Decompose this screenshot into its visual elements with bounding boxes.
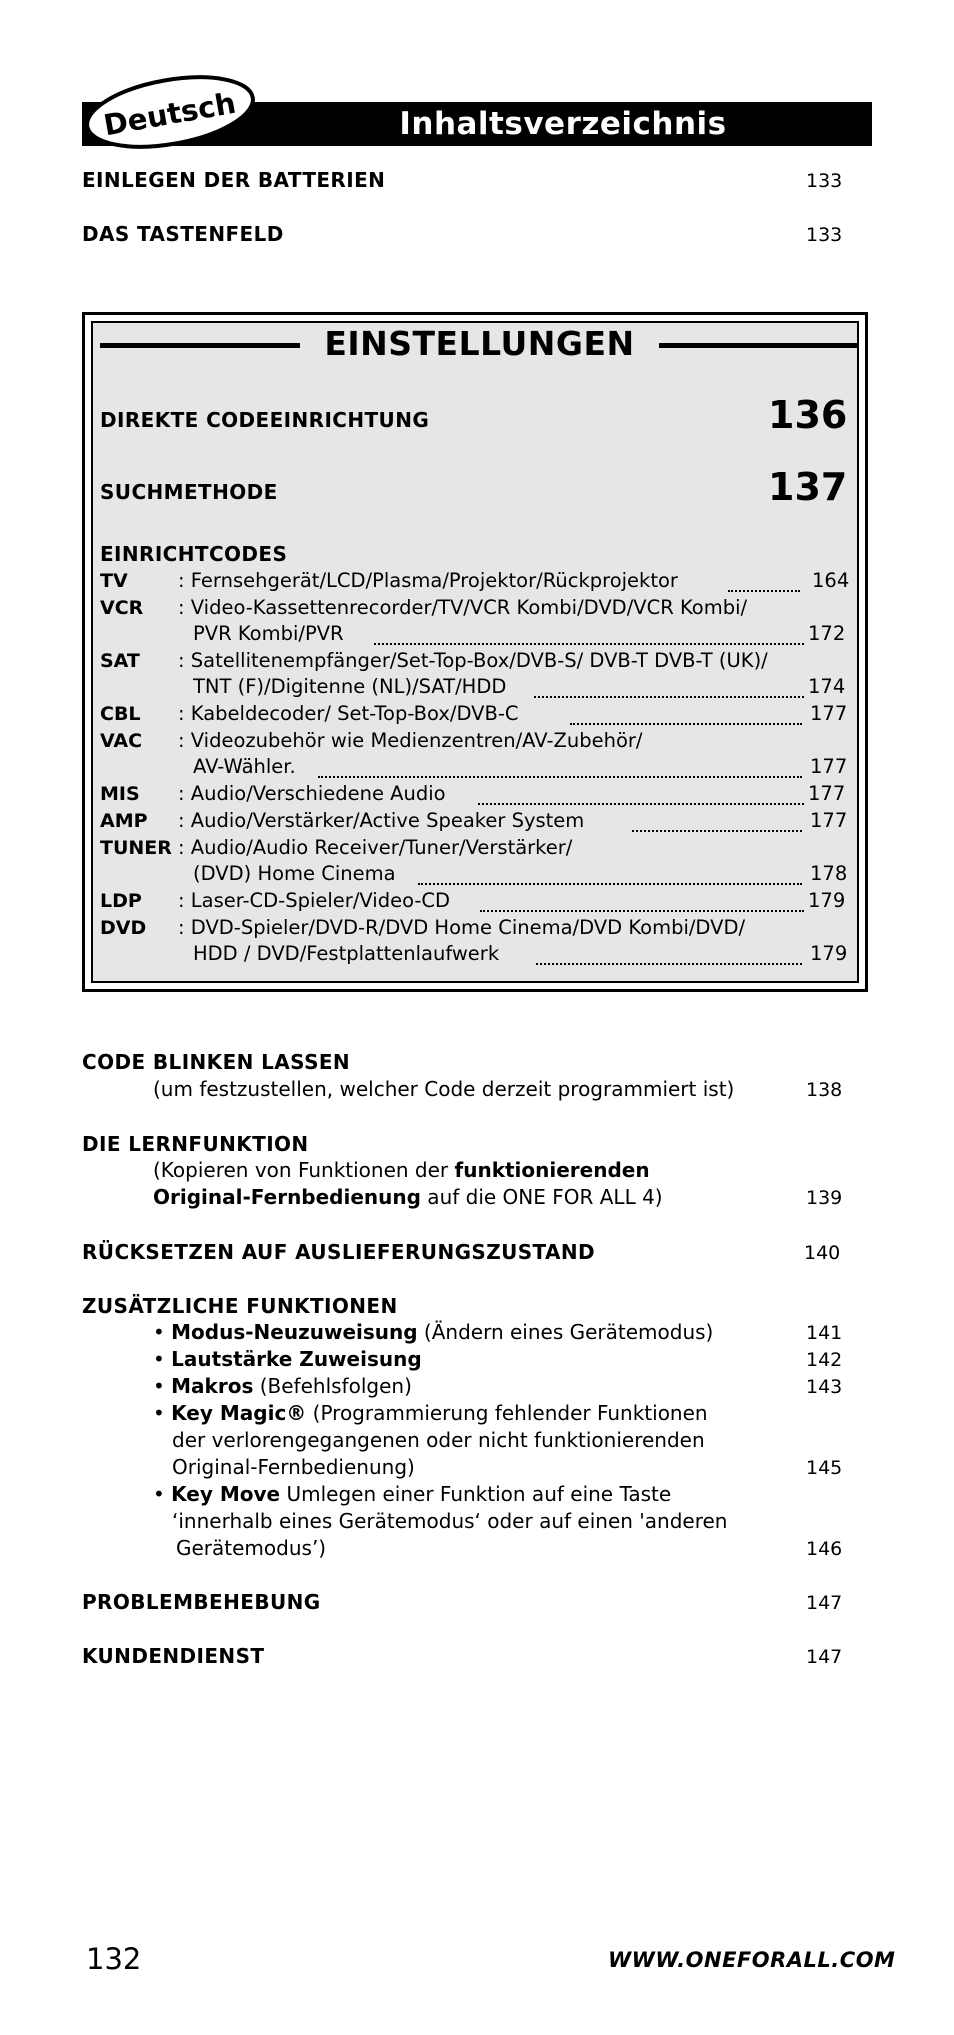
- code-page-dvd: 179: [810, 942, 848, 965]
- code-page-vcr: 172: [808, 622, 846, 645]
- toc-entry-learning[interactable]: DIE LERNFUNKTION: [82, 1132, 309, 1156]
- learning-text: auf die ONE FOR ALL 4): [420, 1185, 663, 1209]
- extra-item-volume[interactable]: [153, 1347, 422, 1371]
- extra-item-key-move-line2: ‘innerhalb eines Gerätemodus‘ oder auf einen 'anderen: [172, 1509, 728, 1533]
- code-label-amp: AMP: [100, 810, 148, 832]
- code-page-tv: 164: [812, 569, 850, 592]
- toc-page-learning: 139: [806, 1187, 843, 1209]
- website-link[interactable]: WWW.ONEFORALL.COM: [608, 1948, 896, 1972]
- code-desc-dvd[interactable]: : DVD-Spieler/DVD-R/DVD Home Cinema/DVD Kombi/DVD/: [178, 916, 746, 939]
- extra-item-key-move-line3: Gerätemodus’): [176, 1536, 327, 1560]
- toc-entry-troubleshooting[interactable]: PROBLEMBEHEBUNG: [82, 1590, 321, 1614]
- extra-item-text: (Befehlsfolgen): [253, 1374, 412, 1398]
- code-desc-dvd-cont[interactable]: HDD / DVD/Festplattenlaufwerk: [193, 942, 500, 965]
- toc-page-volume: 142: [806, 1349, 843, 1371]
- code-label-sat: SAT: [100, 650, 140, 672]
- bullet: •: [153, 1347, 165, 1371]
- code-desc-ldp[interactable]: : Laser-CD-Spieler/Video-CD: [178, 889, 451, 912]
- learning-subtitle-line1: [153, 1158, 650, 1182]
- toc-page-troubleshooting: 147: [806, 1592, 843, 1614]
- leader-dots: [570, 723, 802, 725]
- leader-dots: [374, 643, 804, 645]
- code-desc-sat[interactable]: : Satellitenempfänger/Set-Top-Box/DVB-S/ DVB-T DVB-T (UK)/: [178, 649, 768, 672]
- code-page-vac: 177: [810, 755, 848, 778]
- toc-page-batteries: 133: [806, 170, 843, 192]
- code-label-tuner: TUNER: [100, 837, 172, 859]
- toc-page-macros: 143: [806, 1376, 843, 1398]
- toc-page-key-magic: 145: [806, 1457, 843, 1479]
- code-page-sat: 174: [808, 675, 846, 698]
- page-number: 132: [86, 1942, 142, 1976]
- code-label-tv: TV: [100, 570, 128, 592]
- leader-dots: [418, 883, 802, 885]
- toc-entry-extra-functions[interactable]: ZUSÄTZLICHE FUNKTIONEN: [82, 1294, 398, 1318]
- extra-item-mode-reassign[interactable]: [153, 1320, 713, 1344]
- language-badge: [82, 72, 260, 150]
- leader-dots: [728, 590, 800, 592]
- code-desc-amp[interactable]: : Audio/Verstärker/Active Speaker System: [178, 809, 585, 832]
- learning-subtitle-line2: [153, 1185, 663, 1209]
- code-page-mis: 177: [808, 782, 846, 805]
- extra-item-key-magic-line3: Original-Fernbedienung): [172, 1455, 415, 1479]
- page-title: Inhaltsverzeichnis: [399, 106, 727, 142]
- code-label-mis: MIS: [100, 783, 140, 805]
- code-label-dvd: DVD: [100, 917, 147, 939]
- toc-entry-customer-service[interactable]: KUNDENDIENST: [82, 1644, 265, 1668]
- extra-item-macros[interactable]: [153, 1374, 412, 1398]
- learning-text-bold: Original-Fernbedienung: [153, 1185, 421, 1209]
- code-desc-cbl[interactable]: : Kabeldecoder/ Set-Top-Box/DVB-C: [178, 702, 519, 725]
- toc-page-customer-service: 147: [806, 1646, 843, 1668]
- settings-title: EINSTELLUNGEN: [324, 324, 635, 363]
- extra-item-bold: Key Move: [171, 1482, 281, 1506]
- bullet: •: [153, 1401, 165, 1425]
- extra-item-key-move[interactable]: [153, 1482, 671, 1506]
- toc-entry-keypad[interactable]: DAS TASTENFELD: [82, 222, 284, 246]
- title-rule-right: [659, 343, 857, 348]
- code-page-cbl: 177: [810, 702, 848, 725]
- extra-item-text: (Ändern eines Gerätemodus): [417, 1320, 714, 1344]
- toc-page-mode-reassign: 141: [806, 1322, 843, 1344]
- extra-item-key-magic-line2: der verlorengegangenen oder nicht funktionierenden: [172, 1428, 705, 1452]
- toc-page-key-move: 146: [806, 1538, 843, 1560]
- extra-item-text: (Programmierung fehlender Funktionen: [306, 1401, 708, 1425]
- toc-page-keypad: 133: [806, 224, 843, 246]
- leader-dots: [480, 910, 804, 912]
- toc-page-code-blink: 138: [806, 1079, 843, 1101]
- code-desc-vac-cont[interactable]: AV-Wähler.: [193, 755, 296, 778]
- code-desc-vcr[interactable]: : Video-Kassettenrecorder/TV/VCR Kombi/DVD/VCR Kombi/: [178, 596, 748, 619]
- code-label-vac: VAC: [100, 730, 143, 752]
- code-desc-sat-cont[interactable]: TNT (F)/Digitenne (NL)/SAT/HDD: [193, 675, 507, 698]
- toc-entry-direct-setup[interactable]: DIREKTE CODEEINRICHTUNG: [100, 408, 430, 432]
- code-page-amp: 177: [810, 809, 848, 832]
- learning-text-bold: funktionierenden: [454, 1158, 650, 1182]
- toc-entry-batteries[interactable]: EINLEGEN DER BATTERIEN: [82, 168, 386, 192]
- code-label-ldp: LDP: [100, 890, 142, 912]
- bullet: •: [153, 1482, 165, 1506]
- code-desc-tuner-cont[interactable]: (DVD) Home Cinema: [193, 862, 396, 885]
- code-label-vcr: VCR: [100, 597, 144, 619]
- code-desc-vac[interactable]: : Videozubehör wie Medienzentren/AV-Zubehör/: [178, 729, 643, 752]
- bullet: •: [153, 1320, 165, 1344]
- extra-item-key-magic[interactable]: [153, 1401, 708, 1425]
- toc-entry-reset[interactable]: RÜCKSETZEN AUF AUSLIEFERUNGSZUSTAND: [82, 1240, 596, 1264]
- leader-dots: [534, 696, 804, 698]
- learning-text: (Kopieren von Funktionen der: [153, 1158, 455, 1182]
- toc-page-search-method: 137: [768, 465, 848, 509]
- extra-item-bold: Lautstärke Zuweisung: [171, 1347, 422, 1371]
- code-blink-subtitle: (um festzustellen, welcher Code derzeit programmiert ist): [153, 1077, 735, 1101]
- codes-title: EINRICHTCODES: [100, 542, 288, 566]
- leader-dots: [478, 803, 804, 805]
- toc-entry-code-blink[interactable]: CODE BLINKEN LASSEN: [82, 1050, 351, 1074]
- toc-page-direct-setup: 136: [768, 393, 848, 437]
- extra-item-bold: Makros: [171, 1374, 254, 1398]
- code-page-tuner: 178: [810, 862, 848, 885]
- leader-dots: [536, 963, 802, 965]
- extra-item-bold: Modus-Neuzuweisung: [171, 1320, 418, 1344]
- toc-entry-search-method[interactable]: SUCHMETHODE: [100, 480, 278, 504]
- code-label-cbl: CBL: [100, 703, 141, 725]
- leader-dots: [318, 776, 802, 778]
- extra-item-text: Umlegen einer Funktion auf eine Taste: [280, 1482, 672, 1506]
- toc-page-reset: 140: [804, 1242, 841, 1264]
- leader-dots: [632, 830, 802, 832]
- code-desc-tuner[interactable]: : Audio/Audio Receiver/Tuner/Verstärker/: [178, 836, 573, 859]
- code-desc-mis[interactable]: : Audio/Verschiedene Audio: [178, 782, 446, 805]
- code-desc-tv[interactable]: : Fernsehgerät/LCD/Plasma/Projektor/Rückprojektor: [178, 569, 678, 592]
- extra-item-bold: Key Magic®: [171, 1401, 307, 1425]
- title-rule-left: [100, 343, 300, 348]
- bullet: •: [153, 1374, 165, 1398]
- code-page-ldp: 179: [808, 889, 846, 912]
- code-desc-vcr-cont[interactable]: PVR Kombi/PVR: [193, 622, 344, 645]
- language-label: Deutsch: [101, 85, 239, 143]
